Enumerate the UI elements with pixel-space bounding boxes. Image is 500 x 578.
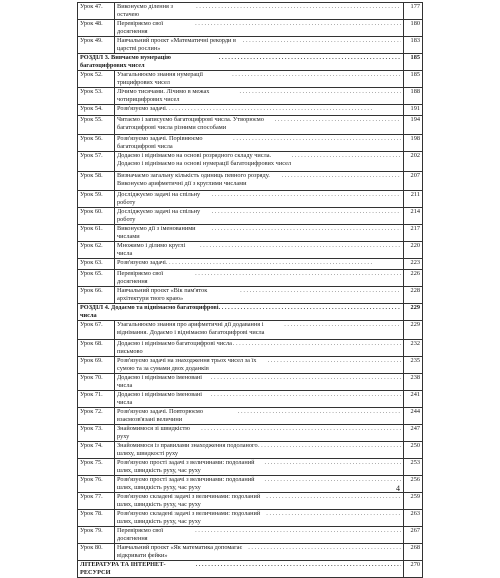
toc-entry xyxy=(117,71,401,87)
lesson-number: Урок 56. xyxy=(78,135,115,152)
toc-entry xyxy=(117,172,401,188)
toc-entry xyxy=(117,152,401,168)
toc-lesson-row xyxy=(78,37,423,54)
lesson-title-cell xyxy=(115,37,404,54)
lesson-title-cell xyxy=(115,115,404,135)
lesson-number: Урок 77. xyxy=(78,493,115,510)
toc-title: Виконуємо дії з іменованими числами xyxy=(117,225,196,240)
page-number: 4 xyxy=(396,484,400,493)
lesson-title-cell xyxy=(115,493,404,510)
toc-lesson-row xyxy=(78,242,423,259)
page-ref: 250 xyxy=(404,442,423,459)
lesson-title-cell xyxy=(115,527,404,544)
toc-entry xyxy=(80,304,401,320)
lesson-number: Урок 61. xyxy=(78,225,115,242)
page-ref: 259 xyxy=(404,493,423,510)
toc-entry xyxy=(117,408,401,424)
toc-title: Множимо і ділимо круглі числа xyxy=(117,242,186,257)
leader-dots xyxy=(233,340,401,356)
leader-dots xyxy=(264,459,401,475)
leader-dots xyxy=(211,391,401,407)
toc-entry xyxy=(117,135,401,151)
page-ref: 256 xyxy=(404,476,423,493)
lesson-number: Урок 76. xyxy=(78,476,115,493)
lesson-title-cell xyxy=(115,544,404,561)
leader-dots xyxy=(166,105,401,113)
page-ref: 238 xyxy=(404,374,423,391)
leader-dots xyxy=(200,242,401,258)
toc-entry xyxy=(117,270,401,286)
leader-dots xyxy=(196,561,401,577)
leader-dots xyxy=(268,357,401,373)
toc-entry xyxy=(80,54,401,70)
toc-entry xyxy=(117,459,401,475)
leader-dots xyxy=(196,3,401,19)
toc-title: Знайомимося із правилами знаходження подоланого шляху, швидкості руху xyxy=(117,442,258,457)
page-ref: 253 xyxy=(404,459,423,476)
leader-dots xyxy=(195,20,401,36)
page-ref: 202 xyxy=(404,152,423,172)
toc-entry xyxy=(117,208,401,224)
page-ref: 268 xyxy=(404,544,423,561)
lesson-number: Урок 72. xyxy=(78,408,115,425)
leader-dots xyxy=(195,527,401,543)
lesson-number: Урок 66. xyxy=(78,286,115,303)
toc-title: РОЗДІЛ 4. Додаємо та віднімаємо багатоцифрові числа xyxy=(80,303,219,319)
lesson-title-cell xyxy=(115,408,404,425)
toc-entry xyxy=(117,425,401,441)
page-ref: 191 xyxy=(404,105,423,116)
leader-dots xyxy=(211,374,401,390)
leader-dots xyxy=(233,135,401,151)
leader-dots xyxy=(211,225,401,241)
lesson-number: Урок 55. xyxy=(78,115,115,135)
lesson-number: Урок 58. xyxy=(78,171,115,191)
page-ref: 214 xyxy=(404,208,423,225)
toc-title: Навчальний проєкт «Як математика допомагає відкривати фейки» xyxy=(117,544,243,559)
toc-lesson-row xyxy=(78,544,423,561)
leader-dots xyxy=(275,116,401,132)
toc-title: Додаємо і віднімаємо іменовані числа xyxy=(117,391,203,406)
leader-dots xyxy=(238,408,401,424)
toc-entry xyxy=(117,321,401,337)
leader-dots xyxy=(212,208,401,224)
toc-title: Узагальнюємо знання нумерації трицифрових чисел xyxy=(117,71,204,86)
page-ref: 235 xyxy=(404,357,423,374)
toc-title: Розв'язуємо прості задачі з величинами: подоланий шлях, швидкість руху, час руху xyxy=(117,459,255,474)
leader-dots xyxy=(240,287,401,303)
toc-title: Перевіряємо свої досягнення xyxy=(117,527,164,542)
lesson-number: Урок 63. xyxy=(78,259,115,270)
lesson-title-cell xyxy=(115,459,404,476)
lesson-number: Урок 60. xyxy=(78,208,115,225)
toc-section-row xyxy=(78,54,423,71)
leader-dots xyxy=(166,259,401,267)
lesson-number: Урок 68. xyxy=(78,340,115,357)
lesson-number: Урок 52. xyxy=(78,71,115,88)
section-title-cell xyxy=(78,303,404,320)
toc-lesson-row xyxy=(78,374,423,391)
leader-dots xyxy=(292,152,401,168)
leader-dots xyxy=(212,191,401,207)
page-ref: 229 xyxy=(404,303,423,320)
lesson-number: Урок 59. xyxy=(78,191,115,208)
toc-title: Розв'язуємо складені задачі з величинами: подоланий шлях, швидкість руху, час руху xyxy=(117,493,261,508)
toc-literature-row xyxy=(78,561,423,578)
toc-entry xyxy=(117,527,401,543)
toc-entry xyxy=(117,88,401,104)
leader-dots xyxy=(282,172,402,188)
page-ref: 177 xyxy=(404,3,423,20)
page-ref: 194 xyxy=(404,115,423,135)
lesson-number: Урок 70. xyxy=(78,374,115,391)
lesson-title-cell xyxy=(115,286,404,303)
toc-lesson-row xyxy=(78,88,423,105)
toc-entry xyxy=(117,391,401,407)
lesson-title-cell xyxy=(115,171,404,191)
page-ref: 220 xyxy=(404,242,423,259)
lesson-number: Урок 67. xyxy=(78,320,115,340)
toc-title: РОЗДІЛ 3. Вивчаємо нумерацію багатоцифрових чисел xyxy=(80,54,171,69)
toc-lesson-row xyxy=(78,259,423,270)
page-ref: 198 xyxy=(404,135,423,152)
toc-lesson-row xyxy=(78,476,423,493)
page-ref: 183 xyxy=(404,37,423,54)
section-title-cell xyxy=(78,561,404,578)
toc-title: ЛІТЕРАТУРА ТА ІНТЕРНЕТ-РЕСУРСИ xyxy=(80,561,166,576)
page-ref: 180 xyxy=(404,20,423,37)
toc-lesson-row xyxy=(78,510,423,527)
toc-entry xyxy=(117,357,401,373)
toc-entry xyxy=(117,191,401,207)
lesson-title-cell xyxy=(115,208,404,225)
toc-title: Читаємо і записуємо багатоцифрові числа. Утворюємо багатоцифрові числа різними способами xyxy=(117,115,264,131)
toc-section-row xyxy=(78,303,423,320)
toc-lesson-row xyxy=(78,115,423,135)
leader-dots xyxy=(219,54,401,70)
toc-entry xyxy=(117,476,401,492)
toc-entry xyxy=(117,37,401,53)
lesson-number: Урок 75. xyxy=(78,459,115,476)
page-ref: 232 xyxy=(404,340,423,357)
leader-dots xyxy=(266,493,401,509)
toc-title: Перевіряємо свої досягнення xyxy=(117,20,164,35)
lesson-title-cell xyxy=(115,425,404,442)
lesson-title-cell xyxy=(115,476,404,493)
toc-title: Додаємо і віднімаємо багатоцифрові числа письмово xyxy=(117,340,232,355)
toc-lesson-row xyxy=(78,135,423,152)
page-ref: 247 xyxy=(404,425,423,442)
lesson-number: Урок 73. xyxy=(78,425,115,442)
lesson-number: Урок 79. xyxy=(78,527,115,544)
section-title-cell xyxy=(78,54,404,71)
lesson-title-cell xyxy=(115,391,404,408)
lesson-number: Урок 62. xyxy=(78,242,115,259)
toc-body xyxy=(78,3,423,578)
lesson-number: Урок 65. xyxy=(78,269,115,286)
page-ref: 228 xyxy=(404,286,423,303)
toc-lesson-row xyxy=(78,459,423,476)
toc-lesson-row xyxy=(78,320,423,340)
leader-dots xyxy=(239,88,401,104)
lesson-title-cell xyxy=(115,242,404,259)
toc-title: Розв'язуємо задачі. Повторюємо взаємозв'язані величини xyxy=(117,408,204,423)
lesson-number: Урок 71. xyxy=(78,391,115,408)
toc-lesson-row xyxy=(78,20,423,37)
toc-title: Навчальний проєкт «Математичні рекорди в царстві рослин» xyxy=(117,37,236,52)
lesson-number: Урок 53. xyxy=(78,88,115,105)
toc-entry xyxy=(117,242,401,258)
lesson-title-cell xyxy=(115,105,404,116)
toc-entry xyxy=(117,225,401,241)
toc-title: Розв'язуємо задачі xyxy=(117,259,166,266)
leader-dots xyxy=(258,442,401,458)
toc-title: Розв'язуємо задачі на знаходження трьох чисел за їх сумою та за сумами двох доданків xyxy=(117,357,257,372)
toc-title: Виконуємо ділення з остачею xyxy=(117,3,173,18)
leader-dots xyxy=(248,544,401,560)
page-ref: 241 xyxy=(404,391,423,408)
page-ref: 185 xyxy=(404,54,423,71)
toc-title: Лічимо тисячами. Лічимо в межах чотирицифрових чисел xyxy=(117,88,210,103)
leader-dots xyxy=(195,270,401,286)
toc-lesson-row xyxy=(78,105,423,116)
page-ref: 188 xyxy=(404,88,423,105)
lesson-title-cell xyxy=(115,269,404,286)
toc-title: Знайомимося зі швидкістю руху xyxy=(117,425,190,440)
toc-entry xyxy=(117,287,401,303)
toc-lesson-row xyxy=(78,152,423,172)
toc-lesson-row xyxy=(78,408,423,425)
lesson-title-cell xyxy=(115,225,404,242)
toc-title: Додаємо і віднімаємо іменовані числа xyxy=(117,374,203,389)
toc-lesson-row xyxy=(78,442,423,459)
lesson-title-cell xyxy=(115,442,404,459)
lesson-title-cell xyxy=(115,20,404,37)
toc-title: Розв'язуємо задачі xyxy=(117,105,166,112)
page-ref: 229 xyxy=(404,320,423,340)
lesson-title-cell xyxy=(115,191,404,208)
lesson-title-cell xyxy=(115,357,404,374)
page-ref: 185 xyxy=(404,71,423,88)
toc-lesson-row xyxy=(78,3,423,20)
lesson-number: Урок 49. xyxy=(78,37,115,54)
page-ref: 211 xyxy=(404,191,423,208)
toc-title: Розв'язуємо складені задачі з величинами: подоланий шлях, швидкість руху, час руху xyxy=(117,510,261,525)
toc-entry xyxy=(117,374,401,390)
toc-title: Розв'язуємо задачі. Порівнюємо багатоцифрові числа xyxy=(117,135,203,150)
toc-lesson-row xyxy=(78,391,423,408)
toc-entry xyxy=(117,3,401,19)
leader-dots xyxy=(264,476,401,492)
lesson-title-cell xyxy=(115,135,404,152)
page-ref: 263 xyxy=(404,510,423,527)
toc-title: Розв'язуємо прості задачі з величинами: подоланий шлях, швидкість руху, час руху xyxy=(117,476,255,491)
toc-lesson-row xyxy=(78,208,423,225)
toc-lesson-row xyxy=(78,191,423,208)
leader-dots xyxy=(232,71,401,87)
toc-lesson-row xyxy=(78,527,423,544)
lesson-title-cell xyxy=(115,3,404,20)
page-ref: 244 xyxy=(404,408,423,425)
toc-lesson-row xyxy=(78,269,423,286)
lesson-number: Урок 54. xyxy=(78,105,115,116)
toc-title: Визначаємо загальну кількість одиниць певного розряду. Виконуємо арифметичні дії з круглими числами xyxy=(117,171,270,187)
page-ref: 267 xyxy=(404,527,423,544)
toc-entry xyxy=(117,493,401,509)
toc-entry xyxy=(117,340,401,356)
table-of-contents xyxy=(77,2,423,578)
page-ref: 270 xyxy=(404,561,423,578)
toc-title: Перевіряємо свої досягнення xyxy=(117,269,164,285)
page-ref: 217 xyxy=(404,225,423,242)
toc-title: Додаємо і віднімаємо на основі розрядного складу числа. Додаємо і віднімаємо на основі нумерації багатоцифрових чисел xyxy=(117,152,292,167)
lesson-title-cell xyxy=(115,320,404,340)
toc-title: Досліджуємо задачі на спільну роботу xyxy=(117,191,201,206)
lesson-title-cell xyxy=(115,259,404,270)
leader-dots xyxy=(201,425,401,441)
leader-dots xyxy=(243,37,401,53)
toc-lesson-row xyxy=(78,171,423,191)
toc-title: Навчальний проєкт «Вік пам'яток архітектури твого краю» xyxy=(117,286,208,302)
lesson-title-cell xyxy=(115,152,404,172)
toc-entry xyxy=(80,561,401,577)
lesson-number: Урок 78. xyxy=(78,510,115,527)
toc-entry xyxy=(117,20,401,36)
toc-lesson-row xyxy=(78,493,423,510)
toc-lesson-row xyxy=(78,340,423,357)
lesson-number: Урок 57. xyxy=(78,152,115,172)
page-ref: 223 xyxy=(404,259,423,270)
toc-entry xyxy=(117,442,401,458)
toc-title: Узагальнюємо знання про арифметичні дії додавання і віднімання. Додаємо і віднімаємо багатоцифрові числа xyxy=(117,320,265,336)
lesson-number: Урок 80. xyxy=(78,544,115,561)
toc-lesson-row xyxy=(78,225,423,242)
lesson-title-cell xyxy=(115,374,404,391)
toc-lesson-row xyxy=(78,425,423,442)
toc-title: Досліджуємо задачі на спільну роботу xyxy=(117,208,201,223)
lesson-number: Урок 74. xyxy=(78,442,115,459)
toc-entry xyxy=(117,510,401,526)
lesson-title-cell xyxy=(115,71,404,88)
toc-entry xyxy=(117,116,401,132)
leader-dots xyxy=(219,304,401,320)
lesson-title-cell xyxy=(115,340,404,357)
leader-dots xyxy=(266,510,401,526)
toc-entry xyxy=(117,259,401,267)
toc-lesson-row xyxy=(78,71,423,88)
toc-entry xyxy=(117,544,401,560)
lesson-number: Урок 48. xyxy=(78,20,115,37)
page-ref: 207 xyxy=(404,171,423,191)
toc-lesson-row xyxy=(78,286,423,303)
lesson-number: Урок 47. xyxy=(78,3,115,20)
lesson-title-cell xyxy=(115,510,404,527)
leader-dots xyxy=(284,321,401,337)
toc-entry xyxy=(117,105,401,113)
lesson-number: Урок 69. xyxy=(78,357,115,374)
toc-lesson-row xyxy=(78,357,423,374)
lesson-title-cell xyxy=(115,88,404,105)
page-ref: 226 xyxy=(404,269,423,286)
